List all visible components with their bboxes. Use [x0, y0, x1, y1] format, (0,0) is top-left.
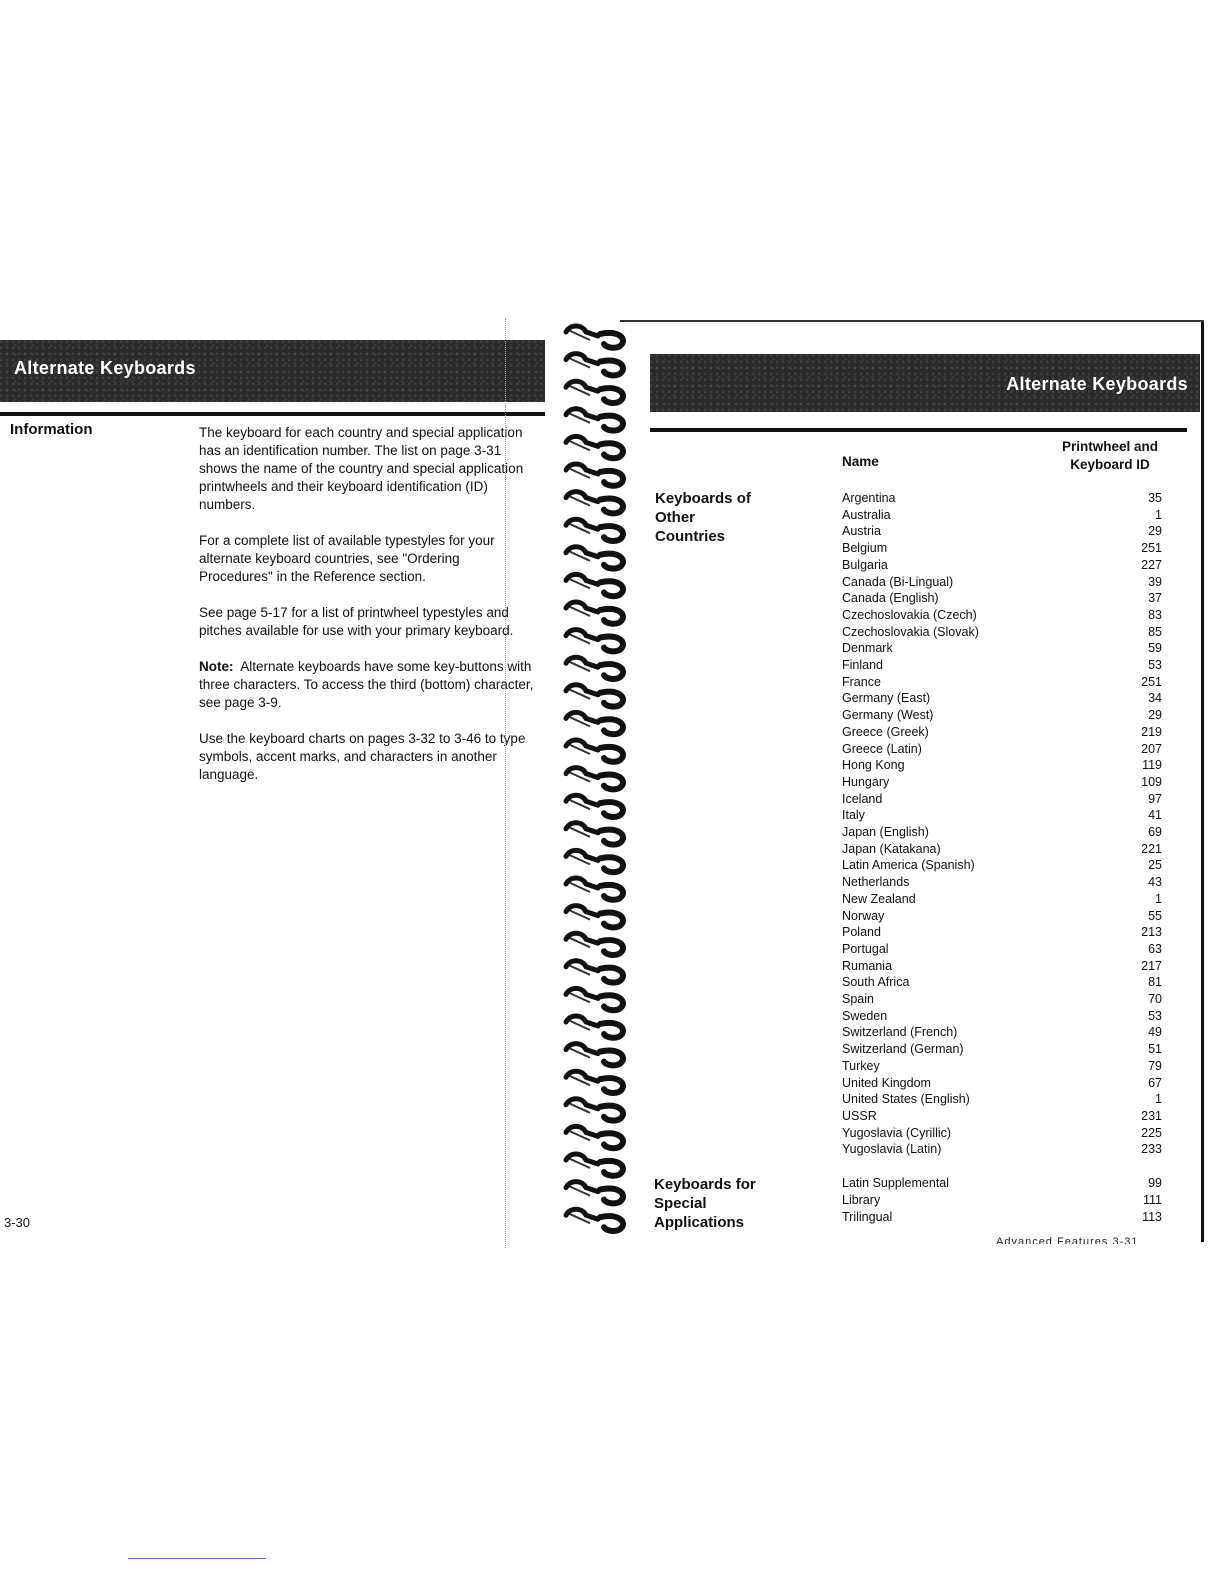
keyboard-id: 53	[1148, 658, 1162, 672]
keyboard-id: 43	[1148, 875, 1162, 890]
special-table	[842, 1175, 1162, 1235]
keyboard-id: 53	[1148, 1008, 1162, 1023]
keyboard-id: 81	[1148, 975, 1162, 990]
table-row	[842, 640, 1162, 657]
table-row	[842, 523, 1162, 540]
paragraph: See page 5-17 for a list of printwheel typestyles and pitches available for use with your primary keyboard.	[199, 605, 514, 638]
coil-ring	[566, 657, 623, 679]
keyboard-id: 69	[1148, 825, 1162, 839]
coil-ring	[566, 823, 623, 845]
keyboard-id: 41	[1148, 808, 1162, 823]
table-row	[842, 1008, 1162, 1025]
paragraph: Use the keyboard charts on pages 3-32 to 3-46 to type symbols, accent marks, and characters in another language.	[199, 731, 526, 782]
keyboard-name: Bulgaria	[842, 557, 888, 572]
coil-ring	[566, 1071, 623, 1093]
keyboard-id: 225	[1141, 1125, 1162, 1140]
table-row	[842, 657, 1162, 674]
coil-ring	[566, 768, 623, 790]
table-row	[842, 574, 1162, 591]
keyboard-name: Portugal	[842, 941, 889, 956]
keyboard-id: 1	[1155, 507, 1162, 522]
keyboard-name: Finland	[842, 658, 883, 672]
coil-ring	[566, 602, 623, 624]
label-special-applications: Keyboards for Special Applications	[654, 1176, 756, 1231]
keyboard-id: 99	[1148, 1176, 1162, 1190]
label-other-countries: Keyboards of Other Countries	[655, 490, 751, 545]
spiral-binding	[560, 318, 635, 1238]
table-row	[842, 1125, 1162, 1142]
table-row	[842, 590, 1162, 607]
right-frame-edge	[1201, 322, 1204, 1242]
table-row	[842, 490, 1162, 507]
coil-ring	[566, 795, 623, 817]
table-row	[842, 941, 1162, 958]
keyboard-name: Denmark	[842, 641, 893, 656]
keyboard-id: 29	[1148, 524, 1162, 539]
left-header-rule	[0, 412, 545, 416]
right-footer-partial: Advanced Features 3-31	[996, 1236, 1139, 1244]
keyboard-name: USSR	[842, 1108, 877, 1123]
keyboard-name: Iceland	[842, 791, 883, 806]
keyboard-id: 1	[1155, 1092, 1162, 1107]
keyboard-name: Poland	[842, 925, 881, 940]
keyboard-id: 251	[1141, 541, 1162, 556]
table-row	[842, 1192, 1162, 1209]
coil-ring	[566, 850, 623, 872]
coil-ring	[566, 1044, 623, 1066]
table-row	[842, 757, 1162, 774]
coil-ring	[566, 519, 623, 541]
keyboard-name: Switzerland (German)	[842, 1042, 964, 1057]
keyboard-name: Italy	[842, 808, 865, 823]
table-row	[842, 690, 1162, 707]
table-row	[842, 1075, 1162, 1092]
note-paragraph	[199, 658, 534, 712]
table-row	[842, 557, 1162, 574]
keyboard-id: 213	[1141, 925, 1162, 940]
table-row	[842, 507, 1162, 524]
keyboard-id: 70	[1148, 992, 1162, 1006]
keyboard-name: Australia	[842, 507, 891, 522]
keyboard-name: Czechoslovakia (Slovak)	[842, 624, 979, 639]
keyboard-name: Yugoslavia (Cyrillic)	[842, 1125, 952, 1140]
table-row	[842, 607, 1162, 624]
coil-ring	[566, 740, 623, 762]
keyboard-name: South Africa	[842, 975, 910, 990]
table-row	[842, 1024, 1162, 1041]
keyboard-id: 217	[1141, 958, 1162, 973]
keyboard-name: United Kingdom	[842, 1075, 931, 1090]
keyboard-name: Japan (Katakana)	[842, 841, 941, 856]
coil-ring	[566, 354, 623, 376]
table-row	[842, 874, 1162, 891]
column-header-id: Printwheel and Keyboard ID	[1061, 439, 1159, 472]
table-row	[842, 1058, 1162, 1075]
keyboard-name: Sweden	[842, 1008, 888, 1023]
keyboard-id: 85	[1148, 624, 1162, 639]
keyboard-id: 59	[1148, 641, 1162, 656]
column-header-name: Name	[842, 454, 879, 469]
spiral-coils	[560, 318, 635, 1238]
keyboard-name: Hong Kong	[842, 758, 905, 773]
table-row	[842, 1091, 1162, 1108]
keyboard-name: Austria	[842, 524, 881, 539]
keyboard-name: New Zealand	[842, 891, 916, 906]
keyboard-name: United States (English)	[842, 1092, 970, 1107]
keyboard-name: Netherlands	[842, 875, 910, 890]
keyboard-id: 251	[1141, 674, 1162, 689]
keyboard-id: 227	[1141, 557, 1162, 572]
keyboard-name: Germany (East)	[842, 691, 931, 706]
keyboard-id: 49	[1148, 1025, 1162, 1040]
keyboard-name: Czechoslovakia (Czech)	[842, 607, 977, 622]
table-row	[842, 1141, 1162, 1158]
page-spine-line	[505, 318, 507, 1248]
keyboard-name: Canada (English)	[842, 591, 939, 606]
keyboard-name: Switzerland (French)	[842, 1025, 958, 1040]
coil-ring	[566, 326, 623, 348]
keyboard-name: Trilingual	[842, 1210, 893, 1224]
keyboard-name: Belgium	[842, 541, 888, 556]
table-row	[842, 1209, 1162, 1226]
coil-ring	[566, 630, 623, 652]
coil-ring	[566, 547, 623, 569]
keyboard-id: 207	[1141, 741, 1162, 756]
coil-ring	[566, 1099, 623, 1121]
coil-ring	[566, 436, 623, 458]
table-row	[842, 807, 1162, 824]
keyboard-id: 219	[1141, 724, 1162, 739]
table-row	[842, 791, 1162, 808]
paragraph: For a complete list of available typestyles for your alternate keyboard countries, see "Ordering Procedures" in the Reference section.	[199, 533, 495, 584]
coil-ring	[566, 933, 623, 955]
keyboard-id: 37	[1148, 591, 1162, 606]
keyboard-id: 67	[1148, 1075, 1162, 1090]
right-header-title: Alternate Keyboards	[1006, 374, 1188, 394]
keyboard-id: 79	[1148, 1058, 1162, 1073]
right-header-bar	[650, 354, 1200, 412]
table-row	[842, 1108, 1162, 1125]
table-row	[842, 857, 1162, 874]
countries-table	[842, 490, 1162, 1170]
table-row	[842, 674, 1162, 691]
coil-ring	[566, 1154, 623, 1176]
keyboard-name: Turkey	[842, 1058, 880, 1073]
keyboard-id: 51	[1148, 1042, 1162, 1057]
keyboard-name: Latin Supplemental	[842, 1176, 950, 1190]
keyboard-id: 221	[1141, 841, 1162, 856]
note-text: Alternate keyboards have some key-buttons with three characters. To access the third (bottom) character, see page 3-9.	[199, 659, 534, 710]
note-label: Note:	[199, 659, 234, 674]
keyboard-name: Norway	[842, 908, 885, 923]
coil-ring	[566, 464, 623, 486]
section-label-information: Information	[10, 421, 93, 438]
coil-ring	[566, 685, 623, 707]
coil-ring	[566, 1182, 623, 1204]
keyboard-name: Argentina	[842, 491, 896, 505]
coil-ring	[566, 381, 623, 403]
left-header-bar	[0, 340, 545, 402]
keyboard-name: Canada (Bi-Lingual)	[842, 574, 954, 589]
keyboard-id: 83	[1148, 607, 1162, 622]
coil-ring	[566, 1209, 623, 1231]
coil-ring	[566, 878, 623, 900]
coil-ring	[566, 712, 623, 734]
keyboard-id: 231	[1141, 1108, 1162, 1123]
keyboard-id: 35	[1148, 491, 1162, 505]
table-row	[842, 908, 1162, 925]
table-row	[842, 741, 1162, 758]
coil-ring	[566, 492, 623, 514]
keyboard-id: 109	[1141, 774, 1162, 789]
information-text	[199, 424, 534, 784]
keyboard-name: France	[842, 674, 881, 689]
coil-ring	[566, 574, 623, 596]
table-row	[842, 624, 1162, 641]
table-row	[842, 724, 1162, 741]
keyboard-name: Latin America (Spanish)	[842, 858, 975, 873]
keyboard-id: 119	[1142, 758, 1162, 773]
left-page-number: 3-30	[4, 1215, 31, 1230]
keyboard-name: Greece (Greek)	[842, 724, 929, 739]
bottom-underline	[128, 1558, 266, 1559]
keyboard-name: Germany (West)	[842, 708, 934, 723]
table-row	[842, 774, 1162, 791]
table-row	[842, 841, 1162, 858]
table-row	[842, 824, 1162, 841]
keyboard-name: Rumania	[842, 958, 893, 973]
keyboard-name: Greece (Latin)	[842, 741, 922, 756]
coil-ring	[566, 1016, 623, 1038]
paragraph: The keyboard for each country and special application has an identification number. The list on page 3-31 shows the name of the country and special application printwheels and their keyboard identification (ID) numbers.	[199, 425, 524, 512]
keyboard-id: 63	[1148, 941, 1162, 956]
coil-ring	[566, 906, 623, 928]
keyboard-name: Spain	[842, 992, 874, 1006]
left-header-title: Alternate Keyboards	[14, 358, 196, 378]
coil-ring	[566, 961, 623, 983]
coil-ring	[566, 1126, 623, 1148]
keyboard-name: Yugoslavia (Latin)	[842, 1142, 942, 1157]
table-row	[842, 707, 1162, 724]
table-row	[842, 891, 1162, 908]
right-top-frame	[620, 320, 1204, 322]
table-row	[842, 540, 1162, 557]
coil-ring	[566, 409, 623, 431]
table-row	[842, 924, 1162, 941]
keyboard-name: Hungary	[842, 774, 890, 789]
table-row	[842, 974, 1162, 991]
keyboard-id: 97	[1148, 791, 1162, 806]
keyboard-id: 55	[1148, 908, 1162, 923]
right-header-rule	[650, 428, 1187, 432]
keyboard-id: 1	[1155, 891, 1162, 906]
coil-ring	[566, 988, 623, 1010]
keyboard-id: 34	[1148, 691, 1162, 706]
keyboard-id: 233	[1141, 1142, 1162, 1157]
keyboard-id: 39	[1148, 574, 1162, 589]
keyboard-id: 113	[1142, 1210, 1162, 1224]
keyboard-name: Japan (English)	[842, 825, 929, 839]
keyboard-name: Library	[842, 1193, 881, 1207]
table-row	[842, 1175, 1162, 1192]
keyboard-id: 111	[1142, 1193, 1162, 1207]
table-row	[842, 1041, 1162, 1058]
table-row	[842, 958, 1162, 975]
keyboard-id: 25	[1148, 858, 1162, 873]
keyboard-id: 29	[1148, 708, 1162, 723]
table-row	[842, 991, 1162, 1008]
